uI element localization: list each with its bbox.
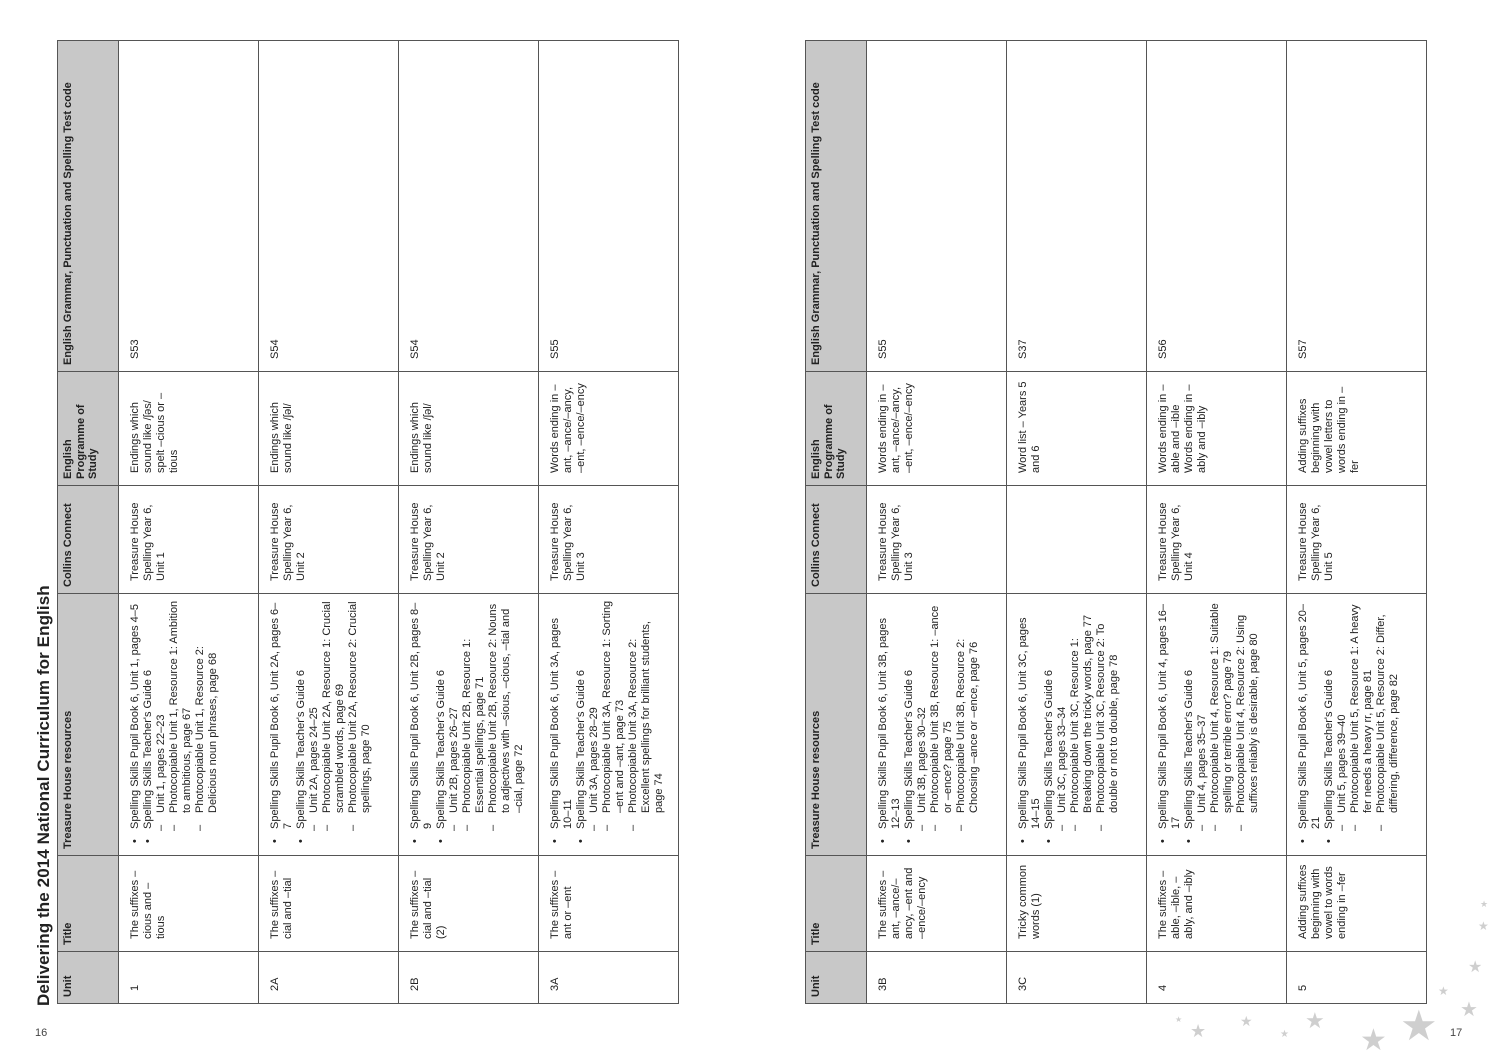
page-title: Delivering the 2014 National Curriculum for English — [34, 585, 53, 1006]
resource-list — [1297, 600, 1401, 843]
table-row — [399, 41, 539, 1004]
resource-subitem: – Unit 4, pages 35–37 — [1196, 600, 1209, 843]
title-cell: Tricky common words (1) — [1007, 856, 1147, 952]
unit-cell: 5 — [1287, 952, 1427, 1004]
resource-subitem: – Unit 5, pages 39–40 — [1336, 600, 1349, 843]
resource-item: • Spelling Skills Teacher's Guide 6 — [295, 600, 308, 843]
resource-list — [877, 600, 981, 843]
resource-item: • Spelling Skills Teacher's Guide 6 — [435, 600, 448, 843]
collins-connect-cell: Treasure House Spelling Year 6, Unit 3 — [867, 486, 1007, 594]
resource-item: • Spelling Skills Pupil Book 6, Unit 1, pages 4–5 — [129, 600, 142, 843]
column-header: English Grammar, Punctuation and Spelling Test code — [58, 41, 119, 372]
resource-subitem: – Unit 1, pages 22–23 — [155, 600, 168, 843]
table-row — [119, 41, 259, 1004]
column-header: Collins Connect — [58, 486, 119, 594]
page-number-right: 17 — [1450, 1027, 1463, 1039]
resource-subitem: – Unit 3B, pages 30–32 — [916, 600, 929, 843]
star-icon: ★ — [1305, 1008, 1325, 1033]
column-header: English Programme of Study — [806, 372, 867, 486]
unit-cell: 2A — [259, 952, 399, 1004]
test-code-cell: S55 — [539, 41, 679, 372]
title-cell: Adding suffixes beginning with vowel to words ending in –fer — [1287, 856, 1427, 952]
table-row — [539, 41, 679, 1004]
resource-subitem: – Photocopiable Unit 1, Resource 1: Ambition to ambitious, page 67 — [168, 600, 194, 843]
page-number-left: 16 — [35, 1027, 48, 1039]
programme-text: Adding suffixes beginning with vowel letters to words ending in –fer — [1297, 386, 1361, 473]
column-header: Title — [58, 856, 119, 952]
unit-cell: 3A — [539, 952, 679, 1004]
curriculum-table-left — [57, 40, 679, 1004]
resource-subitem: – Photocopiable Unit 3A, Resource 1: Sorting –ent and –ant, page 73 — [601, 600, 627, 843]
title-cell: The suffixes –cial and –tial (2) — [399, 856, 539, 952]
column-header: Unit — [58, 952, 119, 1004]
test-code-cell: S57 — [1287, 41, 1427, 372]
programme-text: Words ending in –able and –ible — [1157, 384, 1182, 473]
test-code-cell: S55 — [867, 41, 1007, 372]
collins-connect-cell — [1007, 486, 1147, 594]
test-code-cell: S37 — [1007, 41, 1147, 372]
resource-item: • Spelling Skills Pupil Book 6, Unit 2B, pages 8–9 — [409, 600, 435, 843]
resource-subitem: – Unit 3A, pages 28–29 — [588, 600, 601, 843]
test-code-cell: S54 — [399, 41, 539, 372]
resource-item: • Spelling Skills Pupil Book 6, Unit 3C, pages 14–15 — [1017, 600, 1043, 843]
star-icon: ★ — [1438, 984, 1449, 998]
collins-connect-cell: Treasure House Spelling Year 6, Unit 2 — [399, 486, 539, 594]
resource-list — [409, 600, 526, 843]
title-cell: The suffixes –cial and –tial — [259, 856, 399, 952]
title-cell: The suffixes –ant, –ance/–ancy, –ent and –ence/–ency — [867, 856, 1007, 952]
resource-subitem: – Photocopiable Unit 3C, Resource 2: To double or not to double, page 78 — [1095, 600, 1121, 843]
column-header: English Programme of Study — [58, 372, 119, 486]
programme-text: Endings which sound like /ʃəl/ — [409, 402, 434, 473]
resources-cell — [399, 594, 539, 856]
resource-item: • Spelling Skills Teacher's Guide 6 — [903, 600, 916, 843]
resource-subitem: – Photocopiable Unit 2A, Resource 2: Crucial spellings, page 70 — [347, 600, 373, 843]
star-icon: ★ — [1478, 919, 1489, 933]
programme-text: Word list – Years 5 and 6 — [1017, 381, 1042, 473]
programme-text: Words ending in –ably and –ibly — [1183, 384, 1208, 473]
programme-cell — [399, 372, 539, 486]
resource-subitem: – Photocopiable Unit 3C, Resource 1: Breaking down the tricky words, page 77 — [1069, 600, 1095, 843]
star-icon: ★ — [1468, 959, 1483, 976]
programme-text: Words ending in –ant, –ance/–ancy, –ent, –ence/–ency — [877, 383, 915, 473]
table-row — [1147, 41, 1287, 1004]
resources-cell — [119, 594, 259, 856]
column-header: Title — [806, 856, 867, 952]
resource-item: • Spelling Skills Teacher's Guide 6 — [1043, 600, 1056, 843]
resource-subitem: – Photocopiable Unit 1, Resource 2: Delicious noun phrases, page 68 — [194, 600, 220, 843]
resource-item: • Spelling Skills Teacher's Guide 6 — [1323, 600, 1336, 843]
programme-text: Endings which sound like /ʃəs/ spelt –cious or –tious — [129, 392, 180, 473]
title-cell: The suffixes –cious and –tious — [119, 856, 259, 952]
resource-item: • Spelling Skills Teacher's Guide 6 — [575, 600, 588, 843]
programme-text: Endings which sound like /ʃəl/ — [269, 402, 294, 473]
unit-cell: 3B — [867, 952, 1007, 1004]
resources-cell — [539, 594, 679, 856]
star-icon: ★ — [1360, 1024, 1387, 1057]
unit-cell: 1 — [119, 952, 259, 1004]
column-header: Unit — [806, 952, 867, 1004]
resource-list — [1017, 600, 1121, 843]
resource-item: • Spelling Skills Teacher's Guide 6 — [142, 600, 155, 843]
resource-item: • Spelling Skills Pupil Book 6, Unit 3A, pages 10–11 — [549, 600, 575, 843]
resource-list — [1157, 600, 1261, 843]
test-code-cell: S53 — [119, 41, 259, 372]
resource-subitem: – Photocopiable Unit 3A, Resource 2: Excellent spellings for brilliant students, page 74 — [627, 600, 666, 843]
star-icon: ★ — [1460, 999, 1478, 1021]
test-code-cell: S56 — [1147, 41, 1287, 372]
resources-cell — [1007, 594, 1147, 856]
star-icon: ★ — [1175, 1015, 1183, 1024]
resource-subitem: – Photocopiable Unit 4, Resource 1: Suitable spelling or terrible error? page 79 — [1209, 600, 1235, 843]
programme-cell — [259, 372, 399, 486]
resource-item: • Spelling Skills Pupil Book 6, Unit 2A, pages 6–7 — [269, 600, 295, 843]
resource-item: • Spelling Skills Pupil Book 6, Unit 4, pages 16–17 — [1157, 600, 1183, 843]
resources-cell — [867, 594, 1007, 856]
title-cell: The suffixes –ant or –ent — [539, 856, 679, 952]
programme-cell — [539, 372, 679, 486]
resources-cell — [1147, 594, 1287, 856]
table-row — [259, 41, 399, 1004]
resource-subitem: – Photocopiable Unit 5, Resource 1: A heavy fer needs a heavy rr, page 81 — [1349, 600, 1375, 843]
collins-connect-cell: Treasure House Spelling Year 6, Unit 2 — [259, 486, 399, 594]
collins-connect-cell: Treasure House Spelling Year 6, Unit 1 — [119, 486, 259, 594]
resource-subitem: – Photocopiable Unit 2B, Resource 2: Nouns to adjectives with –sious, –cious, –tial and –cial, page 72 — [487, 600, 526, 843]
unit-cell: 3C — [1007, 952, 1147, 1004]
column-header: Treasure House resources — [806, 594, 867, 856]
star-icon: ★ — [1280, 1029, 1289, 1040]
title-cell: The suffixes –able, –ible, –ably, and –ibly — [1147, 856, 1287, 952]
resources-cell — [259, 594, 399, 856]
resource-subitem: – Photocopiable Unit 3B, Resource 1: –ance or –ence? page 75 — [929, 600, 955, 843]
table-row — [1287, 41, 1427, 1004]
programme-cell — [1147, 372, 1287, 486]
test-code-cell: S54 — [259, 41, 399, 372]
resource-item: • Spelling Skills Pupil Book 6, Unit 3B, pages 12–13 — [877, 600, 903, 843]
column-header: Collins Connect — [806, 486, 867, 594]
column-header: English Grammar, Punctuation and Spelling Test code — [806, 41, 867, 372]
resource-item: • Spelling Skills Teacher's Guide 6 — [1183, 600, 1196, 843]
programme-cell — [1007, 372, 1147, 486]
star-icon: ★ — [1480, 899, 1489, 909]
resource-subitem: – Unit 2B, pages 26–27 — [448, 600, 461, 843]
star-icon: ★ — [1240, 1013, 1253, 1029]
collins-connect-cell: Treasure House Spelling Year 6, Unit 5 — [1287, 486, 1427, 594]
star-icon: ★ — [1190, 1021, 1207, 1041]
resource-list — [549, 600, 666, 843]
resources-cell — [1287, 594, 1427, 856]
table-row — [867, 41, 1007, 1004]
resource-subitem: – Photocopiable Unit 3B, Resource 2: Choosing –ance or –ence, page 76 — [955, 600, 981, 843]
star-icon: ★ — [1400, 1002, 1438, 1049]
header-row — [58, 41, 119, 1004]
resource-subitem: – Photocopiable Unit 4, Resource 2: Using suffixes reliably is desirable, page 80 — [1235, 600, 1261, 843]
collins-connect-cell: Treasure House Spelling Year 6, Unit 4 — [1147, 486, 1287, 594]
unit-cell: 2B — [399, 952, 539, 1004]
resource-list — [129, 600, 220, 843]
resource-item: • Spelling Skills Pupil Book 6, Unit 5, pages 20–21 — [1297, 600, 1323, 843]
resource-subitem: – Photocopiable Unit 2B, Resource 1: Essential spellings, page 71 — [461, 600, 487, 843]
unit-cell: 4 — [1147, 952, 1287, 1004]
programme-cell — [1287, 372, 1427, 486]
table-row — [1007, 41, 1147, 1004]
resource-subitem: – Unit 3C, pages 33–34 — [1056, 600, 1069, 843]
resource-list — [269, 600, 373, 843]
resource-subitem: – Unit 2A, pages 24–25 — [308, 600, 321, 843]
programme-cell — [867, 372, 1007, 486]
header-row — [806, 41, 867, 1004]
resource-subitem: – Photocopiable Unit 2A, Resource 1: Crucial scrambled words, page 69 — [321, 600, 347, 843]
programme-cell — [119, 372, 259, 486]
resource-subitem: – Photocopiable Unit 5, Resource 2: Differ, differing, difference, page 82 — [1375, 600, 1401, 843]
column-header: Treasure House resources — [58, 594, 119, 856]
collins-connect-cell: Treasure House Spelling Year 6, Unit 3 — [539, 486, 679, 594]
curriculum-table-right — [805, 40, 1427, 1004]
programme-text: Words ending in –ant, –ance/–ancy, –ent, –ence/–ency — [549, 383, 587, 473]
